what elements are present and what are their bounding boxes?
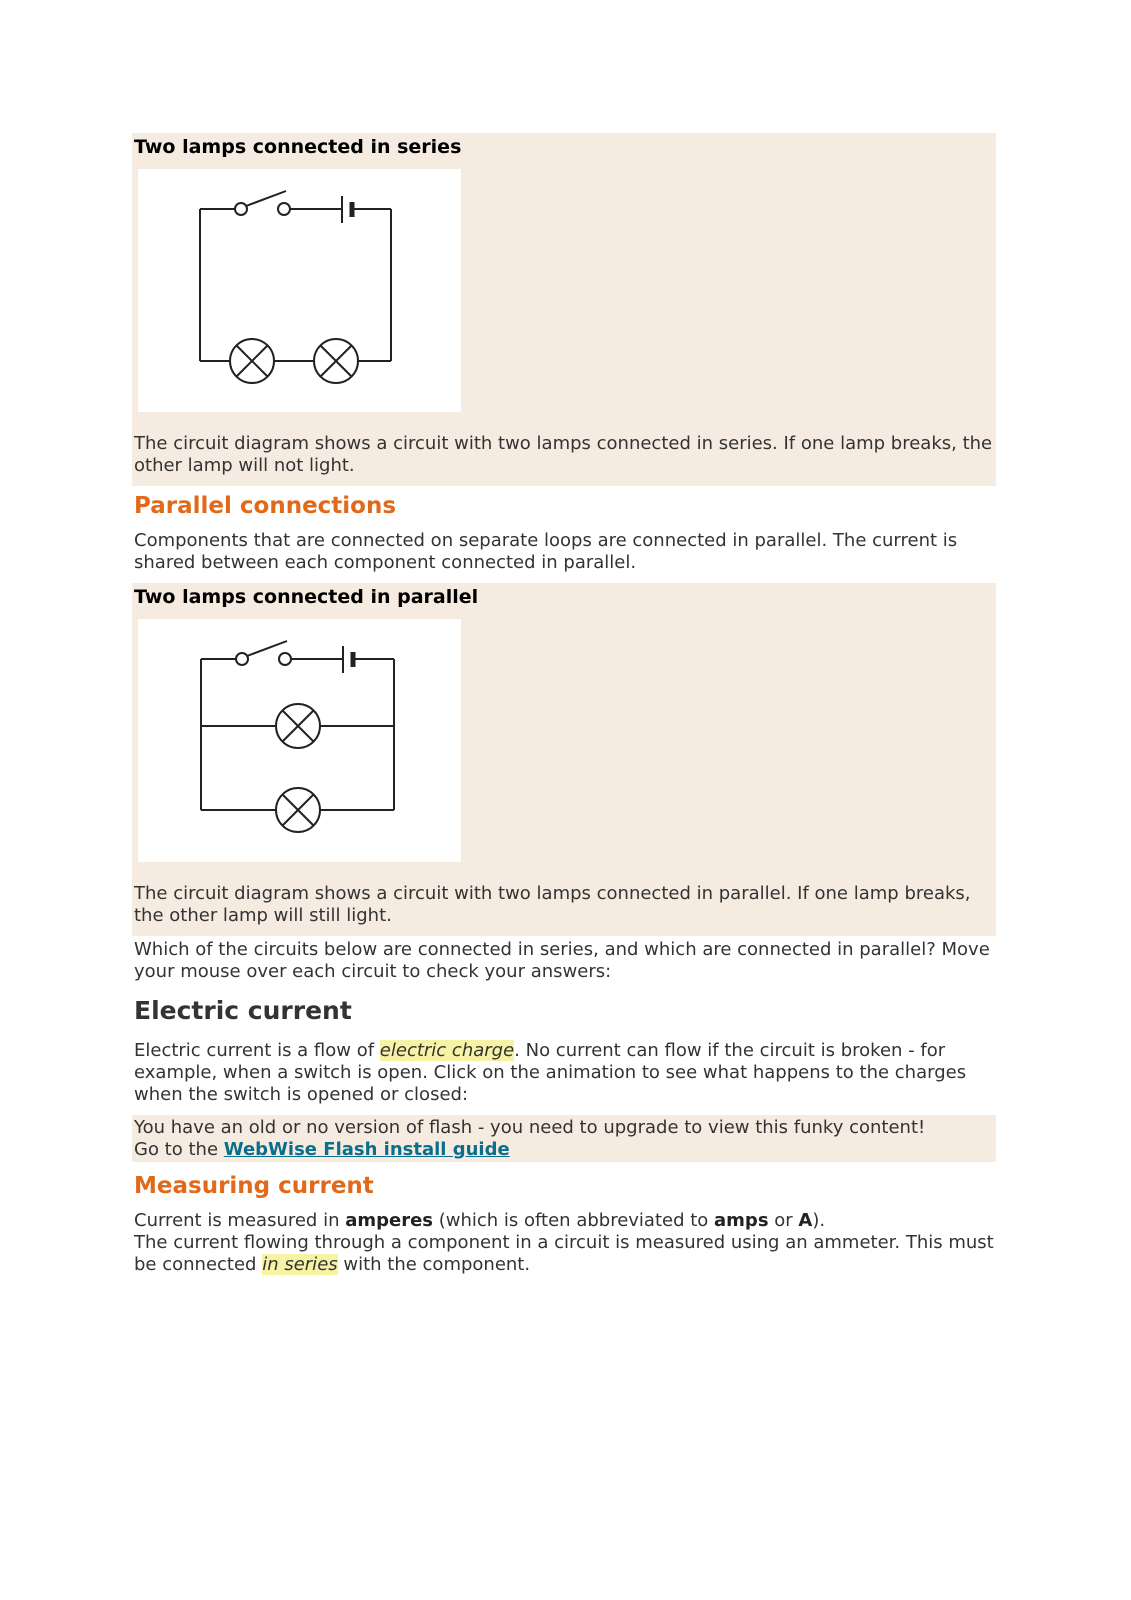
electric-current-text bbox=[134, 1040, 996, 1106]
flash-message: You have an old or no version of flash - you need to upgrade to view this funky content! bbox=[134, 1117, 926, 1138]
electric-current-text-b: . No current can flow if the circuit is broken - for example, when a switch is open. Click on the animation to see what happens to the charges when the switch is opened or closed: bbox=[134, 1040, 967, 1105]
parallel-panel-title: Two lamps connected in parallel bbox=[134, 586, 479, 608]
series-circuit-figure bbox=[138, 169, 461, 412]
measuring-line-2 bbox=[134, 1232, 996, 1276]
measuring-text-e: The current flowing through a component in a circuit is measured using an ammeter. This must be connected bbox=[134, 1232, 994, 1275]
parallel-heading: Parallel connections bbox=[134, 493, 397, 519]
flash-go-to: Go to the bbox=[134, 1139, 224, 1160]
amps-bold: amps bbox=[714, 1210, 769, 1231]
series-panel-title: Two lamps connected in series bbox=[134, 136, 462, 158]
amperes-bold: amperes bbox=[345, 1210, 434, 1231]
electric-charge-highlight[interactable]: electric charge bbox=[379, 1040, 515, 1061]
electric-current-text-a: Electric current is a flow of bbox=[134, 1040, 380, 1061]
in-series-highlight[interactable]: in series bbox=[262, 1254, 338, 1275]
series-circuit-diagram-icon bbox=[138, 169, 461, 412]
a-bold: A bbox=[798, 1210, 813, 1231]
measuring-text-a: Current is measured in bbox=[134, 1210, 346, 1231]
measuring-text-b: (which is often abbreviated to bbox=[433, 1210, 715, 1231]
webwise-flash-link[interactable]: WebWise Flash install guide bbox=[223, 1139, 510, 1160]
page-content bbox=[134, 133, 996, 1276]
flash-notice bbox=[132, 1115, 996, 1162]
flash-link-line bbox=[134, 1139, 994, 1161]
measuring-text-d: ). bbox=[812, 1210, 826, 1231]
electric-current-heading: Electric current bbox=[134, 996, 352, 1025]
parallel-panel bbox=[132, 583, 996, 936]
measuring-current-heading: Measuring current bbox=[134, 1173, 374, 1199]
parallel-circuit-figure bbox=[138, 619, 461, 862]
parallel-panel-caption: The circuit diagram shows a circuit with two lamps connected in parallel. If one lamp breaks, the other lamp will still light. bbox=[134, 883, 971, 926]
parallel-intro: Components that are connected on separate loops are connected in parallel. The current is shared between each component connected in parallel. bbox=[134, 530, 958, 573]
series-panel-caption: The circuit diagram shows a circuit with two lamps connected in series. If one lamp breaks, the other lamp will not light. bbox=[134, 433, 993, 476]
series-panel bbox=[132, 133, 996, 486]
parallel-circuit-diagram-icon bbox=[138, 619, 461, 862]
measuring-text-f: with the component. bbox=[337, 1254, 531, 1275]
measuring-text-c: or bbox=[768, 1210, 799, 1231]
measuring-line-1 bbox=[134, 1210, 996, 1232]
question-text: Which of the circuits below are connected in series, and which are connected in parallel? Move your mouse over each circuit to check your answers: bbox=[134, 939, 990, 982]
